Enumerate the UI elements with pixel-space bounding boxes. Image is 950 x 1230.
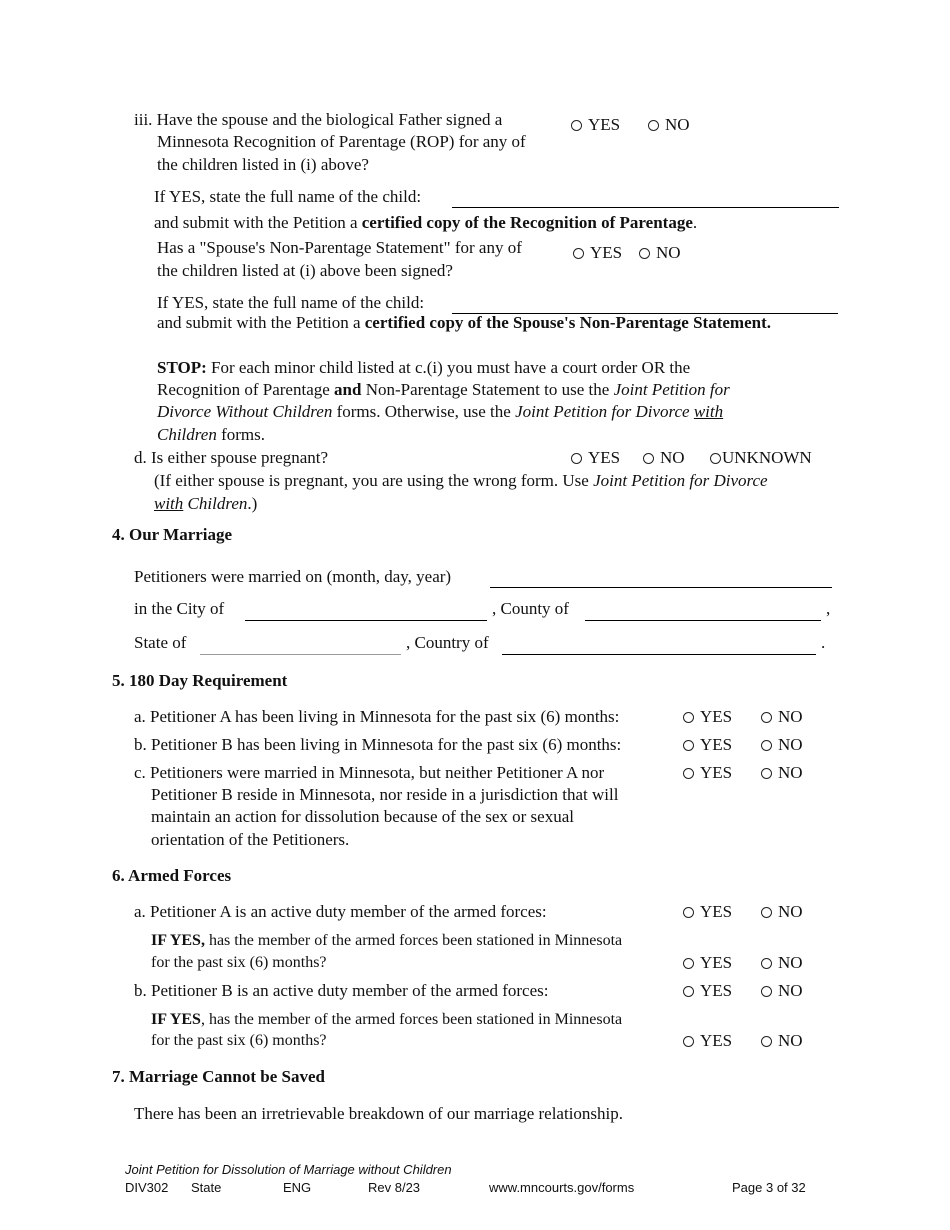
state-field[interactable] [200, 654, 401, 655]
radio-circle-icon [761, 740, 772, 751]
non-parentage-no-radio[interactable]: NO [639, 242, 681, 264]
armed-a-stationed-no-radio[interactable]: NO [761, 952, 803, 974]
rop-child-name-prompt: If YES, state the full name of the child: [154, 187, 422, 206]
armed-b-question: b. Petitioner B is an active duty member of the armed forces: [134, 981, 549, 1000]
county-comma: , [826, 599, 831, 618]
marriage-date-label: Petitioners were married on (month, day, year) [134, 567, 452, 586]
radio-circle-icon [683, 740, 694, 751]
armed-a-yes-radio[interactable]: YES [683, 901, 732, 923]
rop-question-line2: Minnesota Recognition of Parentage (ROP) for any of [157, 132, 526, 151]
armed-a-no-radio[interactable]: NO [761, 901, 803, 923]
non-parentage-yes-radio[interactable]: YES [573, 242, 622, 264]
residency-c-yes-radio[interactable]: YES [683, 762, 732, 784]
rop-question-line3: the children listed in (i) above? [157, 155, 369, 174]
footer-form-title: Joint Petition for Dissolution of Marriage without Children [125, 1162, 452, 1177]
city-field[interactable] [245, 620, 487, 621]
pregnancy-yes-radio[interactable]: YES [571, 447, 620, 469]
non-parentage-question-line2: the children listed at (i) above been signed? [157, 261, 453, 280]
country-field[interactable] [502, 654, 816, 655]
stop-note-line2: Recognition of Parentage and Non-Parentage Statement to use the Joint Petition for [157, 380, 730, 399]
pregnancy-question: d. Is either spouse pregnant? [134, 448, 329, 467]
radio-circle-icon [761, 712, 772, 723]
armed-b-stationed-no-radio[interactable]: NO [761, 1030, 803, 1052]
residency-a-no-radio[interactable]: NO [761, 706, 803, 728]
pregnancy-unknown-radio[interactable]: UNKNOWN [710, 447, 812, 469]
stop-note-line1: STOP: For each minor child listed at c.(i) you must have a court order OR the [157, 358, 691, 377]
radio-circle-icon [683, 958, 694, 969]
residency-a-question: a. Petitioner A has been living in Minnesota for the past six (6) months: [134, 707, 620, 726]
rop-submit-instruction: and submit with the Petition a certified copy of the Recognition of Parentage. [154, 213, 698, 232]
pregnancy-note-line2: with Children.) [154, 494, 258, 513]
radio-circle-icon [643, 453, 654, 464]
section-7-heading: 7. Marriage Cannot be Saved [112, 1067, 325, 1086]
breakdown-statement: There has been an irretrievable breakdown of our marriage relationship. [134, 1104, 624, 1123]
footer-website: www.mncourts.gov/forms [489, 1180, 635, 1195]
city-label: in the City of [134, 599, 225, 618]
armed-a-question: a. Petitioner A is an active duty member of the armed forces: [134, 902, 547, 921]
section-4-heading: 4. Our Marriage [112, 525, 233, 544]
county-field[interactable] [585, 620, 821, 621]
rop-child-name-field[interactable] [452, 207, 839, 208]
np-child-name-prompt: If YES, state the full name of the child: [157, 293, 425, 312]
stop-note-line4: Children forms. [157, 425, 265, 444]
armed-b-no-radio[interactable]: NO [761, 980, 803, 1002]
radio-circle-icon [761, 907, 772, 918]
footer-revision: Rev 8/23 [368, 1180, 421, 1195]
footer-jurisdiction: State [191, 1180, 222, 1195]
residency-b-no-radio[interactable]: NO [761, 734, 803, 756]
radio-circle-icon [571, 453, 582, 464]
residency-c-no-radio[interactable]: NO [761, 762, 803, 784]
residency-c-line2: Petitioner B reside in Minnesota, nor reside in a jurisdiction that will [151, 785, 619, 804]
rop-no-radio[interactable]: NO [648, 114, 690, 136]
radio-circle-icon [683, 768, 694, 779]
marriage-date-field[interactable] [490, 587, 832, 588]
pregnancy-note-line1: (If either spouse is pregnant, you are using the wrong form. Use Joint Petition for Divorce [154, 471, 768, 490]
footer-language: ENG [283, 1180, 312, 1195]
radio-circle-icon [648, 120, 659, 131]
footer-form-id: DIV302 [125, 1180, 169, 1195]
armed-a-stationed-line2: for the past six (6) months? [151, 954, 327, 971]
country-label: , Country of [406, 633, 489, 652]
radio-circle-icon [761, 1036, 772, 1047]
armed-a-stationed-line1: IF YES, has the member of the armed forces been stationed in Minnesota [151, 932, 623, 949]
rop-yes-radio[interactable]: YES [571, 114, 620, 136]
rop-question-line1: iii. Have the spouse and the biological Father signed a [134, 110, 503, 129]
radio-circle-icon [639, 248, 650, 259]
non-parentage-question-line1: Has a "Spouse's Non-Parentage Statement" for any of [157, 238, 522, 257]
radio-circle-icon [761, 986, 772, 997]
radio-circle-icon [683, 712, 694, 723]
residency-a-yes-radio[interactable]: YES [683, 706, 732, 728]
county-label: , County of [492, 599, 569, 618]
armed-b-stationed-line2: for the past six (6) months? [151, 1032, 327, 1049]
armed-a-stationed-yes-radio[interactable]: YES [683, 952, 732, 974]
residency-c-line3: maintain an action for dissolution because of the sex or sexual [151, 807, 574, 826]
radio-circle-icon [573, 248, 584, 259]
armed-b-yes-radio[interactable]: YES [683, 980, 732, 1002]
residency-c-line4: orientation of the Petitioners. [151, 830, 350, 849]
radio-circle-icon [710, 453, 721, 464]
armed-b-stationed-line1: IF YES, has the member of the armed forces been stationed in Minnesota [151, 1011, 623, 1028]
section-6-heading: 6. Armed Forces [112, 866, 232, 885]
radio-circle-icon [683, 986, 694, 997]
country-period: . [821, 633, 826, 652]
residency-b-yes-radio[interactable]: YES [683, 734, 732, 756]
pregnancy-no-radio[interactable]: NO [643, 447, 685, 469]
state-label: State of [134, 633, 187, 652]
armed-b-stationed-yes-radio[interactable]: YES [683, 1030, 732, 1052]
radio-circle-icon [683, 907, 694, 918]
residency-b-question: b. Petitioner B has been living in Minnesota for the past six (6) months: [134, 735, 622, 754]
np-submit-instruction: and submit with the Petition a certified copy of the Spouse's Non-Parentage Statement. [157, 313, 771, 332]
residency-c-line1: c. Petitioners were married in Minnesota, but neither Petitioner A nor [134, 763, 605, 782]
section-5-heading: 5. 180 Day Requirement [112, 671, 288, 690]
radio-circle-icon [761, 768, 772, 779]
stop-note-line3: Divorce Without Children forms. Otherwise, use the Joint Petition for Divorce with [157, 402, 724, 421]
radio-circle-icon [761, 958, 772, 969]
footer-page-number: Page 3 of 32 [732, 1180, 806, 1195]
radio-circle-icon [683, 1036, 694, 1047]
radio-circle-icon [571, 120, 582, 131]
